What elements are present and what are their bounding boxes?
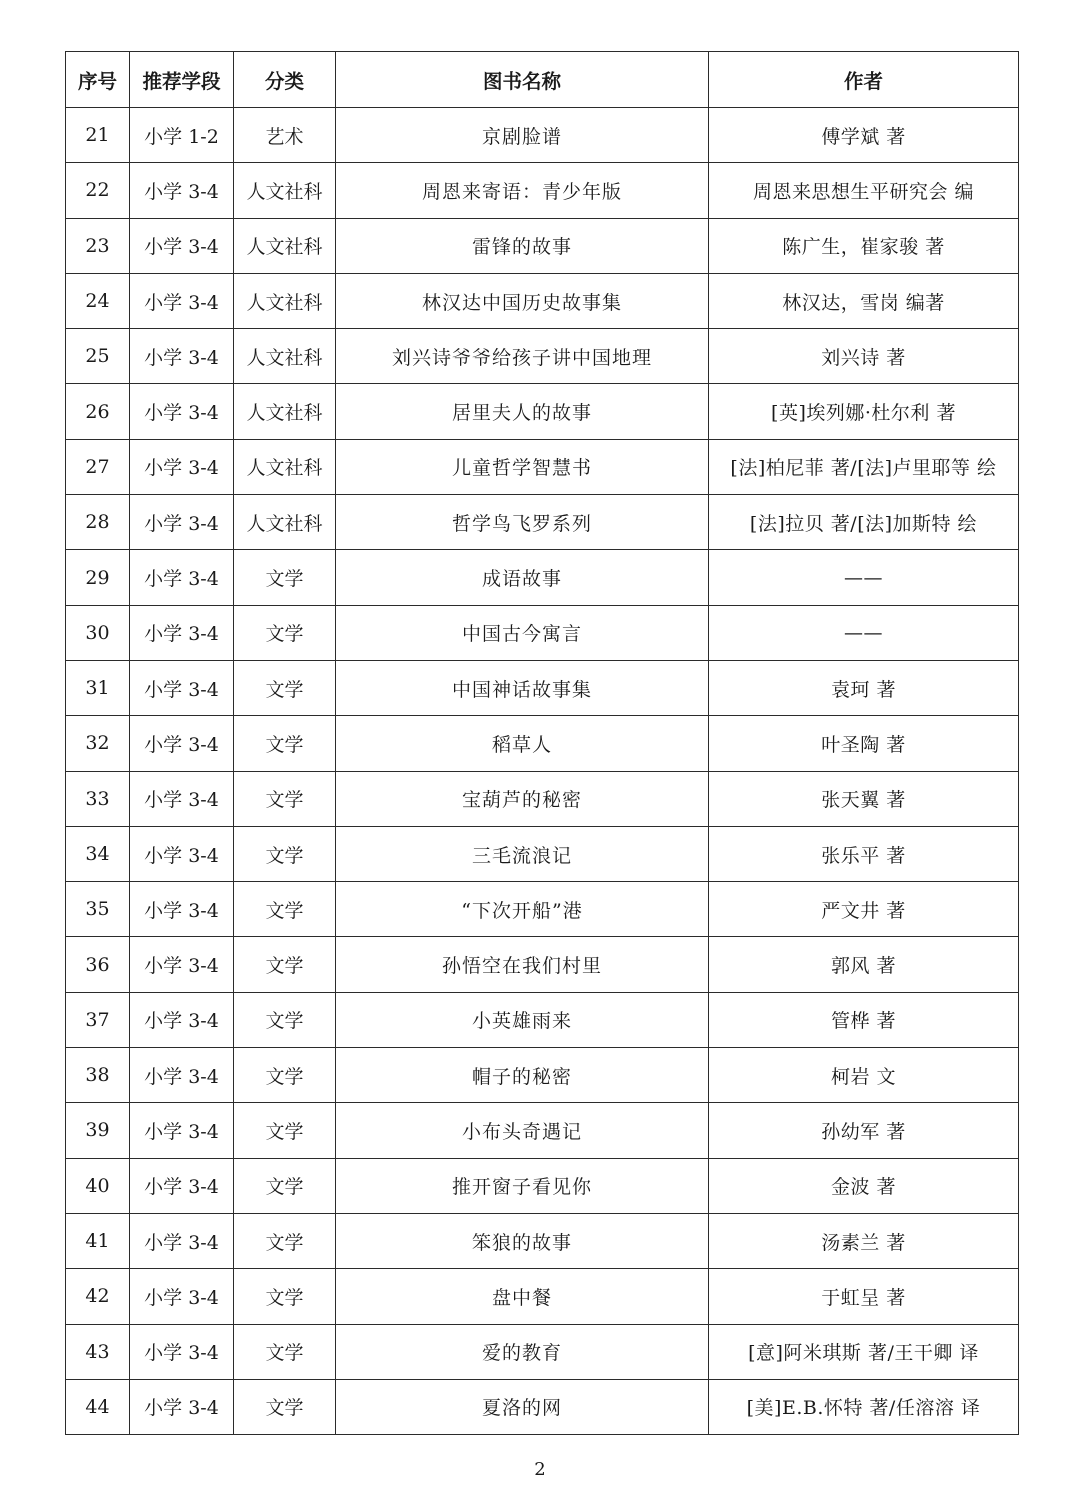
cell-title: 小英雄雨来	[336, 992, 709, 1047]
cell-category: 文学	[234, 716, 336, 771]
cell-title: 盘中餐	[336, 1269, 709, 1324]
cell-stage: 小学 3-4	[130, 1103, 234, 1158]
cell-author: 周恩来思想生平研究会 编	[709, 163, 1019, 218]
page-number: 2	[534, 1459, 546, 1480]
cell-title: 小布头奇遇记	[336, 1103, 709, 1158]
cell-category: 文学	[234, 660, 336, 715]
cell-title: 爱的教育	[336, 1324, 709, 1379]
cell-category: 文学	[234, 1213, 336, 1268]
cell-index: 43	[66, 1324, 130, 1379]
cell-title: 周恩来寄语：青少年版	[336, 163, 709, 218]
cell-title: 儿童哲学智慧书	[336, 439, 709, 494]
cell-category: 人文社科	[234, 218, 336, 273]
cell-title: 推开窗子看见你	[336, 1158, 709, 1213]
cell-index: 21	[66, 108, 130, 163]
cell-category: 文学	[234, 1158, 336, 1213]
cell-category: 文学	[234, 771, 336, 826]
table-row	[66, 826, 1019, 881]
cell-category: 文学	[234, 1324, 336, 1379]
table-row	[66, 1379, 1019, 1434]
cell-author: 金波 著	[709, 1158, 1019, 1213]
cell-stage: 小学 3-4	[130, 218, 234, 273]
cell-index: 34	[66, 826, 130, 881]
header-category: 分类	[234, 52, 336, 108]
table-row	[66, 550, 1019, 605]
cell-title: 中国神话故事集	[336, 660, 709, 715]
cell-category: 人文社科	[234, 439, 336, 494]
table-row	[66, 716, 1019, 771]
cell-title: 京剧脸谱	[336, 108, 709, 163]
cell-category: 文学	[234, 1379, 336, 1434]
cell-title: 刘兴诗爷爷给孩子讲中国地理	[336, 329, 709, 384]
cell-category: 艺术	[234, 108, 336, 163]
cell-index: 28	[66, 495, 130, 550]
cell-stage: 小学 3-4	[130, 439, 234, 494]
cell-index: 37	[66, 992, 130, 1047]
table-row	[66, 605, 1019, 660]
table-row	[66, 1213, 1019, 1268]
table-row	[66, 218, 1019, 273]
cell-index: 35	[66, 882, 130, 937]
cell-author: [意]阿米琪斯 著/王干卿 译	[709, 1324, 1019, 1379]
cell-author: 傅学斌 著	[709, 108, 1019, 163]
table-row	[66, 1103, 1019, 1158]
table-row	[66, 108, 1019, 163]
table-header-row	[66, 52, 1019, 108]
cell-stage: 小学 3-4	[130, 826, 234, 881]
cell-stage: 小学 1-2	[130, 108, 234, 163]
cell-author: [英]埃列娜·杜尔利 著	[709, 384, 1019, 439]
cell-index: 36	[66, 937, 130, 992]
cell-stage: 小学 3-4	[130, 1269, 234, 1324]
table-row	[66, 329, 1019, 384]
cell-index: 22	[66, 163, 130, 218]
cell-stage: 小学 3-4	[130, 1048, 234, 1103]
cell-index: 29	[66, 550, 130, 605]
cell-author: 柯岩 文	[709, 1048, 1019, 1103]
cell-stage: 小学 3-4	[130, 1213, 234, 1268]
cell-category: 人文社科	[234, 384, 336, 439]
cell-category: 文学	[234, 1269, 336, 1324]
cell-stage: 小学 3-4	[130, 163, 234, 218]
cell-stage: 小学 3-4	[130, 882, 234, 937]
cell-title: 林汉达中国历史故事集	[336, 273, 709, 328]
cell-author: 郭风 著	[709, 937, 1019, 992]
header-title: 图书名称	[336, 52, 709, 108]
header-index: 序号	[66, 52, 130, 108]
table-row	[66, 163, 1019, 218]
cell-author: [美]E.B.怀特 著/任溶溶 译	[709, 1379, 1019, 1434]
cell-stage: 小学 3-4	[130, 384, 234, 439]
cell-stage: 小学 3-4	[130, 716, 234, 771]
table-row	[66, 1269, 1019, 1324]
cell-stage: 小学 3-4	[130, 1379, 234, 1434]
cell-index: 30	[66, 605, 130, 660]
cell-title: 笨狼的故事	[336, 1213, 709, 1268]
table-row	[66, 384, 1019, 439]
cell-author: 张乐平 著	[709, 826, 1019, 881]
cell-stage: 小学 3-4	[130, 329, 234, 384]
cell-index: 23	[66, 218, 130, 273]
table-row	[66, 439, 1019, 494]
cell-author: 林汉达，雪岗 编著	[709, 273, 1019, 328]
cell-index: 42	[66, 1269, 130, 1324]
cell-index: 25	[66, 329, 130, 384]
cell-title: 中国古今寓言	[336, 605, 709, 660]
cell-author: [法]柏尼菲 著/[法]卢里耶等 绘	[709, 439, 1019, 494]
table-row	[66, 1158, 1019, 1213]
cell-author: 孙幼军 著	[709, 1103, 1019, 1158]
cell-title: 帽子的秘密	[336, 1048, 709, 1103]
cell-index: 24	[66, 273, 130, 328]
table-row	[66, 937, 1019, 992]
cell-stage: 小学 3-4	[130, 771, 234, 826]
cell-author: [法]拉贝 著/[法]加斯特 绘	[709, 495, 1019, 550]
cell-category: 人文社科	[234, 495, 336, 550]
cell-index: 39	[66, 1103, 130, 1158]
table-row	[66, 1048, 1019, 1103]
cell-author: 袁珂 著	[709, 660, 1019, 715]
cell-stage: 小学 3-4	[130, 992, 234, 1047]
book-list-table	[65, 51, 1019, 1435]
cell-stage: 小学 3-4	[130, 605, 234, 660]
cell-stage: 小学 3-4	[130, 495, 234, 550]
cell-title: 居里夫人的故事	[336, 384, 709, 439]
cell-category: 文学	[234, 1103, 336, 1158]
header-stage: 推荐学段	[130, 52, 234, 108]
cell-author: ——	[709, 550, 1019, 605]
cell-index: 40	[66, 1158, 130, 1213]
table-row	[66, 882, 1019, 937]
table-row	[66, 771, 1019, 826]
cell-author: 汤素兰 著	[709, 1213, 1019, 1268]
cell-title: “下次开船”港	[336, 882, 709, 937]
cell-index: 32	[66, 716, 130, 771]
table-row	[66, 660, 1019, 715]
table-row	[66, 992, 1019, 1047]
cell-category: 文学	[234, 826, 336, 881]
cell-category: 文学	[234, 550, 336, 605]
cell-author: 严文井 著	[709, 882, 1019, 937]
cell-stage: 小学 3-4	[130, 660, 234, 715]
cell-index: 33	[66, 771, 130, 826]
cell-title: 夏洛的网	[336, 1379, 709, 1434]
cell-title: 雷锋的故事	[336, 218, 709, 273]
cell-author: ——	[709, 605, 1019, 660]
cell-author: 刘兴诗 著	[709, 329, 1019, 384]
cell-title: 孙悟空在我们村里	[336, 937, 709, 992]
cell-stage: 小学 3-4	[130, 1324, 234, 1379]
cell-index: 44	[66, 1379, 130, 1434]
table-row	[66, 1324, 1019, 1379]
table-body	[66, 108, 1019, 1435]
cell-category: 文学	[234, 937, 336, 992]
cell-stage: 小学 3-4	[130, 273, 234, 328]
cell-author: 陈广生，崔家骏 著	[709, 218, 1019, 273]
cell-category: 文学	[234, 1048, 336, 1103]
cell-title: 成语故事	[336, 550, 709, 605]
cell-category: 文学	[234, 605, 336, 660]
cell-index: 26	[66, 384, 130, 439]
cell-author: 叶圣陶 著	[709, 716, 1019, 771]
cell-title: 哲学鸟飞罗系列	[336, 495, 709, 550]
cell-category: 人文社科	[234, 163, 336, 218]
cell-category: 人文社科	[234, 329, 336, 384]
cell-index: 31	[66, 660, 130, 715]
cell-title: 稻草人	[336, 716, 709, 771]
cell-category: 文学	[234, 882, 336, 937]
cell-index: 27	[66, 439, 130, 494]
cell-stage: 小学 3-4	[130, 937, 234, 992]
cell-author: 管桦 著	[709, 992, 1019, 1047]
table-row	[66, 495, 1019, 550]
cell-stage: 小学 3-4	[130, 1158, 234, 1213]
header-author: 作者	[709, 52, 1019, 108]
cell-title: 三毛流浪记	[336, 826, 709, 881]
cell-title: 宝葫芦的秘密	[336, 771, 709, 826]
cell-category: 人文社科	[234, 273, 336, 328]
cell-index: 38	[66, 1048, 130, 1103]
cell-stage: 小学 3-4	[130, 550, 234, 605]
cell-author: 于虹呈 著	[709, 1269, 1019, 1324]
cell-index: 41	[66, 1213, 130, 1268]
table-row	[66, 273, 1019, 328]
cell-category: 文学	[234, 992, 336, 1047]
cell-author: 张天翼 著	[709, 771, 1019, 826]
